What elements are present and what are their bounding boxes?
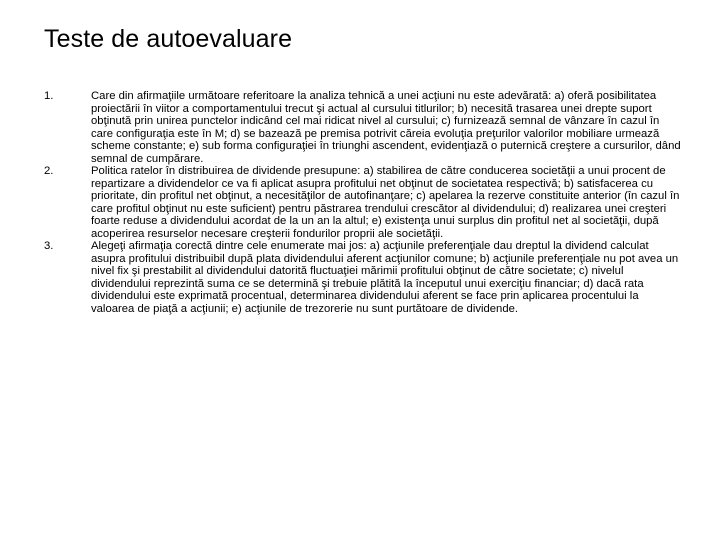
question-number: 1. — [44, 90, 54, 102]
question-number: 2. — [44, 165, 54, 177]
question-text: Alegeţi afirmaţia corectă dintre cele enumerate mai jos: a) acţiunile preferenţiale dau dreptul la dividend calculat asupra profitului distribuibil după plata dividendului aferent acţiunilor comune; b) acţiunile preferenţiale nu pot avea un nivel fix şi prestabilit al dividendului datorită fluctuaţiei mărimii profitului obţinut de către societate; c) nivelul dividendului reprezintă suma ce se determină şi trebuie plătită la începutul unui exerciţiu financiar; d) dacă rata dividendului este exprimată procentual, determinarea dividendului aferent se face prin aplicarea procentului la valoarea de piaţă a acţiunii; e) acţiunile de trezorerie nu sunt purtătoare de dividende. — [91, 240, 679, 315]
question-text: Politica ratelor în distribuirea de dividende presupune: a) stabilirea de către conducerea societăţii a unui procent de repartizare a dividendelor ce va fi aplicat asupra profitului net obţinut de societatea respectivă; b) satisfacerea cu prioritate, din profitul net obţinut, a necesităţilor de autofinanţare; c) apelarea la rezerve constituite anterior (în cazul în care profitul obţinut nu este suficient) pentru păstrarea trendului crescător al dividendului; d) realizarea unei creşteri foarte reduse a dividendului acordat de la un an la altul; e) existenţa unui surplus din profitul net al societăţii, după acoperirea resurselor necesare creşterii fondurilor proprii ale societăţii. — [91, 165, 680, 240]
question-item-1 — [44, 90, 684, 165]
slide-title: Teste de autoevaluare — [44, 25, 293, 53]
question-item-2 — [44, 165, 684, 240]
question-text: Care din afirmaţiile următoare referitoare la analiza tehnică a unei acţiuni nu este adevărată: a) oferă posibilitatea proiectării în viitor a comportamentului trecut şi actual al cursului titlurilor; b) necesită trasarea unei drepte suport obţinută prin unirea punctelor indicând cel mai ridicat nivel al cursului; c) furnizează semnal de vânzare în cazul în care configuraţia este în M; d) se bazează pe premisa potrivit căreia evoluţia preţurilor valorilor mobiliare urmează scheme constante; e) sub forma configuraţiei în triunghi ascendent, evidenţiază o puternică creştere a cursurilor, dând semnal de cumpărare. — [91, 90, 681, 165]
question-number: 3. — [44, 240, 54, 252]
question-item-3 — [44, 240, 684, 315]
question-list — [44, 90, 684, 315]
